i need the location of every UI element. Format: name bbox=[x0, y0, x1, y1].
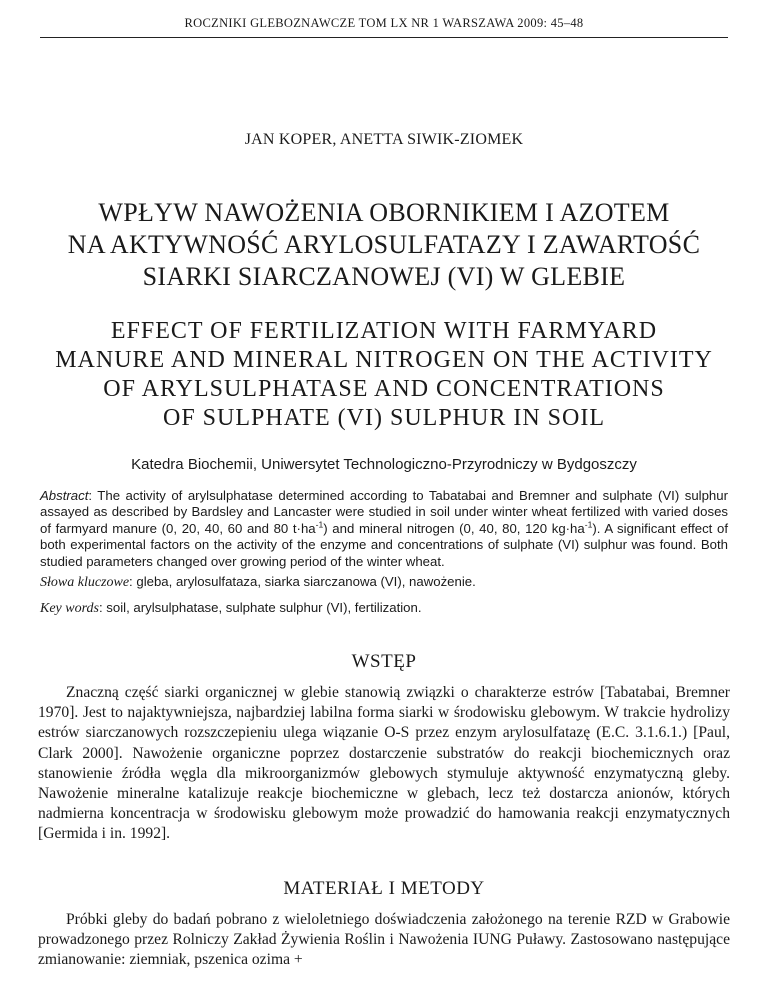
authors: JAN KOPER, ANETTA SIWIK-ZIOMEK bbox=[244, 131, 524, 148]
intro-paragraph-text: Znaczną część siarki organicznej w glebie stanowią związki o charakterze estrów [Tabatabai, Bremner 1970]. Jest to najaktywniejsza, najbardziej labilna forma siarki w środowisku glebowym. W trakcie hydrolizy estrów siarczanowych rozszczepieniu ulega wiązanie O-S przez enzym arylosulfatazę (E.C. 3.1.6.1.) [Paul, Clark 2000]. Nawożenie organiczne poprzez dostarczenie substratów do reakcji biochemicznych oraz stanowienie źródła węgla dla mikroorganizmów glebowych stymuluje aktywność enzymatyczną gleby. Nawożenie mineralne katalizuje reakcje biochemiczne w glebach, lecz też dostarcza anionów, których nadmierna koncentracja w środowisku glebowym może prowadzić do hamowania reakcji enzymatycznych [Germida i in. 1992]. bbox=[38, 684, 730, 843]
title-polish-line: NA AKTYWNOŚĆ ARYLOSULFATAZY I ZAWARTOŚĆ bbox=[67, 230, 701, 259]
keywords-english-text: : soil, arylsulphatase, sulphate sulphur (VI), fertilization. bbox=[98, 600, 422, 615]
keywords-polish-text: : gleba, arylosulfataza, siarka siarczanowa (VI), nawożenie. bbox=[129, 574, 476, 589]
abstract-label: Abstract bbox=[40, 488, 89, 503]
abstract-text: : The activity of arylsulphatase determined according to Tabatabai and Bremner and sulphate (VI) sulphur assayed as described by Bardsley and Lancaster were studied in soil under winter wheat fertilized with varied doses of farmyard manure (0, 20, 40, 60 and 80 t·ha bbox=[40, 488, 728, 536]
title-polish-line: WPŁYW NAWOŻENIA OBORNIKIEM I AZOTEM bbox=[98, 198, 670, 227]
keywords-polish bbox=[40, 574, 728, 591]
title-english-line: MANURE AND MINERAL NITROGEN ON THE ACTIVITY bbox=[55, 347, 713, 373]
title-english-line: OF ARYLSULPHATASE AND CONCENTRATIONS bbox=[103, 376, 665, 402]
keywords-english bbox=[40, 600, 728, 617]
title-english-line: OF SULPHATE (VI) SULPHUR IN SOIL bbox=[162, 405, 605, 431]
abstract-superscript: -1 bbox=[315, 519, 324, 530]
abstract-superscript: -1 bbox=[584, 519, 593, 530]
title-english-line: EFFECT OF FERTILIZATION WITH FARMYARD bbox=[110, 318, 658, 344]
abstract bbox=[40, 488, 728, 570]
title-polish-line: SIARKI SIARCZANOWEJ (VI) W GLEBIE bbox=[142, 262, 626, 291]
affiliation: Katedra Biochemii, Uniwersytet Technologiczno-Przyrodniczy w Bydgoszczy bbox=[131, 456, 637, 473]
section-heading-methods: MATERIAŁ I METODY bbox=[283, 878, 485, 899]
section-heading-intro: WSTĘP bbox=[351, 651, 417, 672]
keywords-english-label: Key words bbox=[40, 601, 99, 616]
title-english bbox=[20, 317, 748, 433]
keywords-polish-label: Słowa kluczowe bbox=[40, 575, 130, 590]
methods-paragraph bbox=[38, 910, 730, 971]
running-head: ROCZNIKI GLEBOZNAWCZE TOM LX NR 1 WARSZAWA 2009: 45–48 bbox=[184, 16, 584, 30]
methods-paragraph-text: Próbki gleby do badań pobrano z wieloletniego doświadczenia założonego na terenie RZD w Grabowie prowadzonego przez Rolniczy Zakład Żywienia Roślin i Nawożenia IUNG Puławy. Zastosowano następujące zmianowanie: ziemniak, pszenica ozima + bbox=[38, 911, 730, 969]
abstract-text: ). A significant effect of both experimental factors on the activity of the enzyme and concentrations of sulphate (VI) sulphur was found. Both studied parameters changed over growing period of the winter wheat. bbox=[40, 520, 728, 569]
abstract-text: ) and mineral nitrogen (0, 40, 80, 120 kg·ha bbox=[323, 520, 585, 536]
header-rule bbox=[40, 37, 728, 38]
title-polish bbox=[20, 197, 748, 293]
intro-paragraph bbox=[38, 683, 730, 845]
